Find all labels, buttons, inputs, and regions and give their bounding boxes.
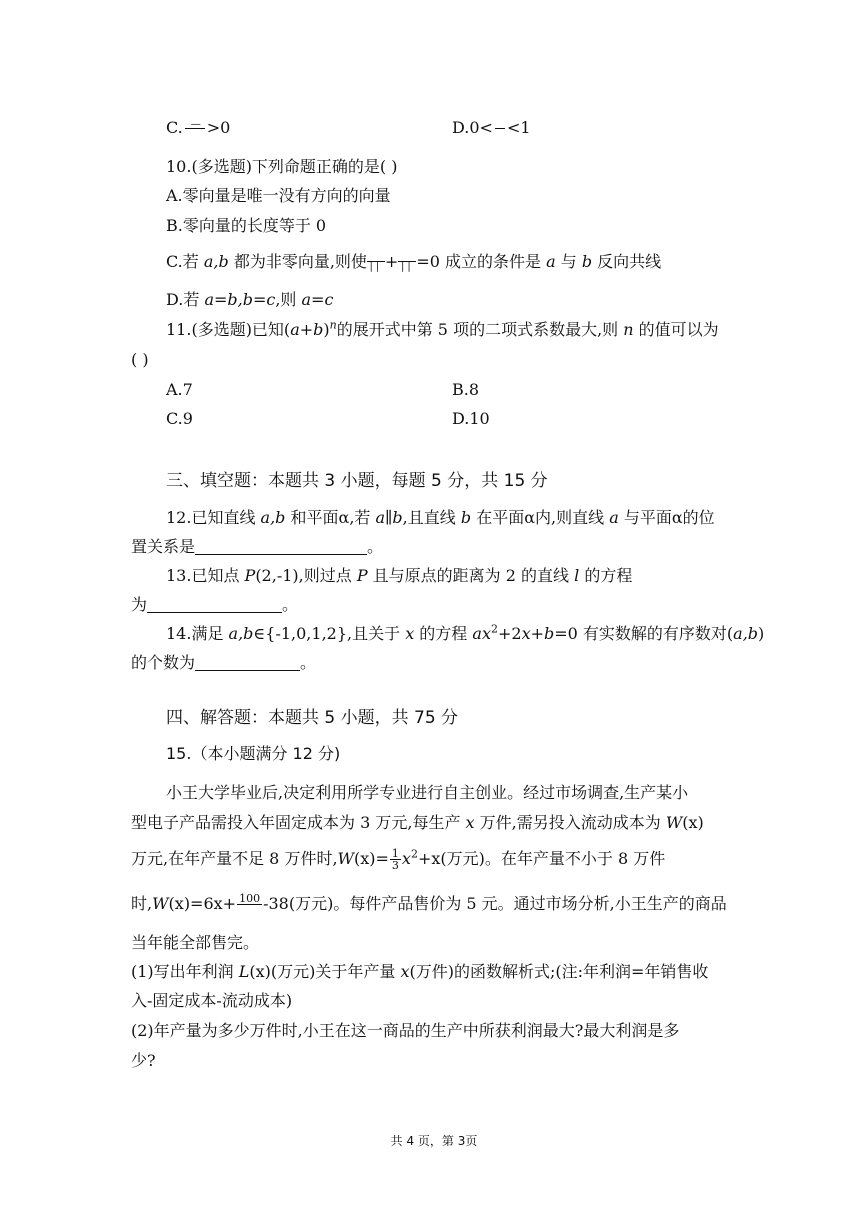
q15-p2-w: W [665,813,683,832]
q10-c-end: 反向共线 [592,252,662,271]
vector-fraction-b: || [398,253,416,272]
q9-d-sym: < [506,118,521,137]
q15-p1: 小王大学毕业后,决定利用所学专业进行自主创业。经过市场调查,生产某小 [166,783,689,802]
q12-b: b [460,508,472,527]
q15-frac-num: 1 [391,847,399,860]
q15-s1-end: (万件)的函数解析式;(注:年利润=年销售收 [409,962,709,981]
q10-c-with: 与 [555,252,582,271]
q10-c-mid: 都为非零向量,则使 [228,252,367,271]
vector-fraction-a: || [367,253,385,272]
q9-c-sym: — [190,119,201,130]
q14-line1 [166,624,764,644]
q9-d-tail: 1 [520,118,531,137]
q12-line1 [166,508,715,528]
q13-coords: (2,-1),则过点 [255,566,357,585]
q11-stem [166,320,719,340]
q15-p3-sq: 2 [410,847,418,861]
q13-end: 的方程 [579,566,633,585]
q12-mid2: ,且直线 [402,508,461,527]
q10-c-plus: + [384,252,399,271]
q15-p4-x: (x)=6x+ [168,894,237,913]
q12-end: 与平面α的位 [618,508,715,527]
q12-pre: 12.已知直线 [166,508,261,527]
q13-p: P [244,566,256,585]
section-3-title: 三、填空题：本题共 3 小题，每题 5 分，共 15 分 [166,471,548,491]
q13-pre: 13.已知点 [166,566,245,585]
q15-s1-x: x [400,962,410,981]
q15-s1-pre: (1)写出年利润 [131,962,239,981]
q14-eq-sq: 2 [490,622,498,636]
q15-fraction-one-third [390,848,401,871]
q14-close: ) [758,624,765,643]
q11-post: 的展开式中第 5 项的二项式系数最大,则 [336,320,624,339]
q10-c-ab: a,b [203,252,229,271]
q15-frac-den: 3 [391,859,399,872]
q14-eq-a: ax [472,624,491,643]
q10-option-d [166,290,333,310]
page-footer: 共 4 页，第 3页 [390,1134,478,1148]
q15-sub2-cont: 少? [131,1051,156,1070]
q15-sub1 [131,962,708,982]
q15-sub1-cont: 入-固定成本-流动成本) [131,991,293,1010]
q11-close: ) [323,320,330,339]
section-4-title: 四、解答题：本题共 5 小题，共 75 分 [166,708,459,728]
q10-c-eq: =0 成立的条件是 [416,252,547,271]
q12-period: 。 [367,537,384,556]
q14-eq-x: x [521,624,531,643]
q14-line2-text: 的个数为 [131,653,196,672]
q14-eq-b: b [544,624,555,643]
q10-c-pre: C.若 [166,252,204,271]
q9-option-c [166,118,230,138]
q14-eq-plus: + [530,624,544,643]
q15-p3 [131,848,665,871]
q13-line2 [131,595,298,615]
q10-c-b: b [581,252,593,271]
q13-l: l [574,566,580,585]
q11-n: n [623,320,634,339]
q15-p4-pre: 时, [131,894,153,913]
q15-s1-mid: (x)(万元)关于年产量 [249,962,401,981]
q12-a: a [609,508,619,527]
q15-p3-x2: x [401,849,411,868]
q9-d-label: D.0< [452,118,493,137]
q15-p2-end: (x) [682,813,704,832]
q10-c-a: a [546,252,556,271]
q14-eq-rest: +2 [497,624,522,643]
q10-d-mid: ,则 [275,290,302,309]
q14-set: ∈{-1,0,1,2},且关于 [253,624,406,643]
q9-c-label: C. [166,118,183,137]
q9-c-fraction-bar [185,119,205,130]
q15-p2 [131,813,704,833]
q13-p2: P [356,566,368,585]
q10-d-pre: D.若 [166,290,205,309]
q9-c-tail: >0 [206,118,231,137]
q11-paren: ( ) [131,350,149,369]
q15-p3-pre: 万元,在年产量不足 8 万件时, [131,849,338,868]
q12-mid1: 和平面α,若 [285,508,376,527]
q11-option-b: B.8 [452,380,480,399]
q14-mid: 的方程 [414,624,473,643]
q11-end: 的值可以为 [633,320,719,339]
q13-period: 。 [282,595,299,614]
q11-option-c: C.9 [166,409,193,428]
q15-sub2: (2)年产量为多少万件时,小王在这一商品的生产中所获利润最大?最大利润是多 [131,1021,680,1040]
q12-answer-blank[interactable] [195,538,367,555]
q12-line2-text: 置关系是 [131,537,196,556]
q15-p2-mid: 万件,需另投入流动成本为 [474,813,666,832]
q10-stem: 10.(多选题)下列命题正确的是( ) [166,157,398,176]
q15-p3-x: (x)= [353,849,389,868]
q15-p3-end: +x(万元)。在年产量不小于 8 万件 [417,849,666,868]
q10-d-expr: a=b,b=c [204,290,276,309]
q13-line1 [166,566,632,586]
q15-p4-w: W [152,894,169,913]
q14-pair: a,b [733,624,759,643]
q15-p2-pre: 型电子产品需投入年固定成本为 3 万元,每生产 [131,813,466,832]
q15-fraction-100 [237,893,262,916]
q9-option-d [452,118,531,138]
q10-option-a: A.零向量是唯一没有方向的向量 [166,186,391,205]
q12-line2 [131,537,383,557]
q11-ab: a+b [290,320,324,339]
q15-p2-x: x [465,813,475,832]
q14-eq-end: =0 有实数解的有序数对( [554,624,734,643]
q14-x: x [405,624,415,643]
q15-heading: 15.（本小题满分 12 分) [166,744,341,763]
q13-answer-blank[interactable] [147,596,282,613]
q12-ab: a,b [260,508,286,527]
q15-p4-end: -38(万元)。每件产品售价为 5 元。通过市场分析,小王生产的商品 [263,894,727,913]
q14-pre: 14.满足 [166,624,229,643]
q15-frac100-den [237,905,262,916]
q10-option-b: B.零向量的长度等于 0 [166,216,327,235]
q11-option-d: D.10 [452,409,490,428]
q11-option-a: A.7 [166,380,193,399]
q12-par: a∥b [375,508,403,527]
q13-line2-text: 为 [131,595,148,614]
q15-frac100-num: 100 [239,892,261,905]
q10-d-res: a=c [301,290,334,309]
q14-ab: a,b [228,624,254,643]
q15-p5: 当年能全部售完。 [131,933,260,952]
q15-p4 [131,893,727,916]
q15-p3-w: W [337,849,354,868]
q14-answer-blank[interactable] [195,654,300,671]
q11-n-exp: n [329,318,337,332]
q14-line2 [131,653,316,673]
q13-mid: 且与原点的距离为 2 的直线 [367,566,575,585]
q15-s1-l: L [238,962,250,981]
q12-mid3: 在平面α内,则直线 [471,508,610,527]
q11-pre: 11.(多选题)已知( [166,320,291,339]
q10-option-c [166,252,661,272]
q14-period: 。 [300,653,317,672]
q9-d-bar [495,128,505,129]
